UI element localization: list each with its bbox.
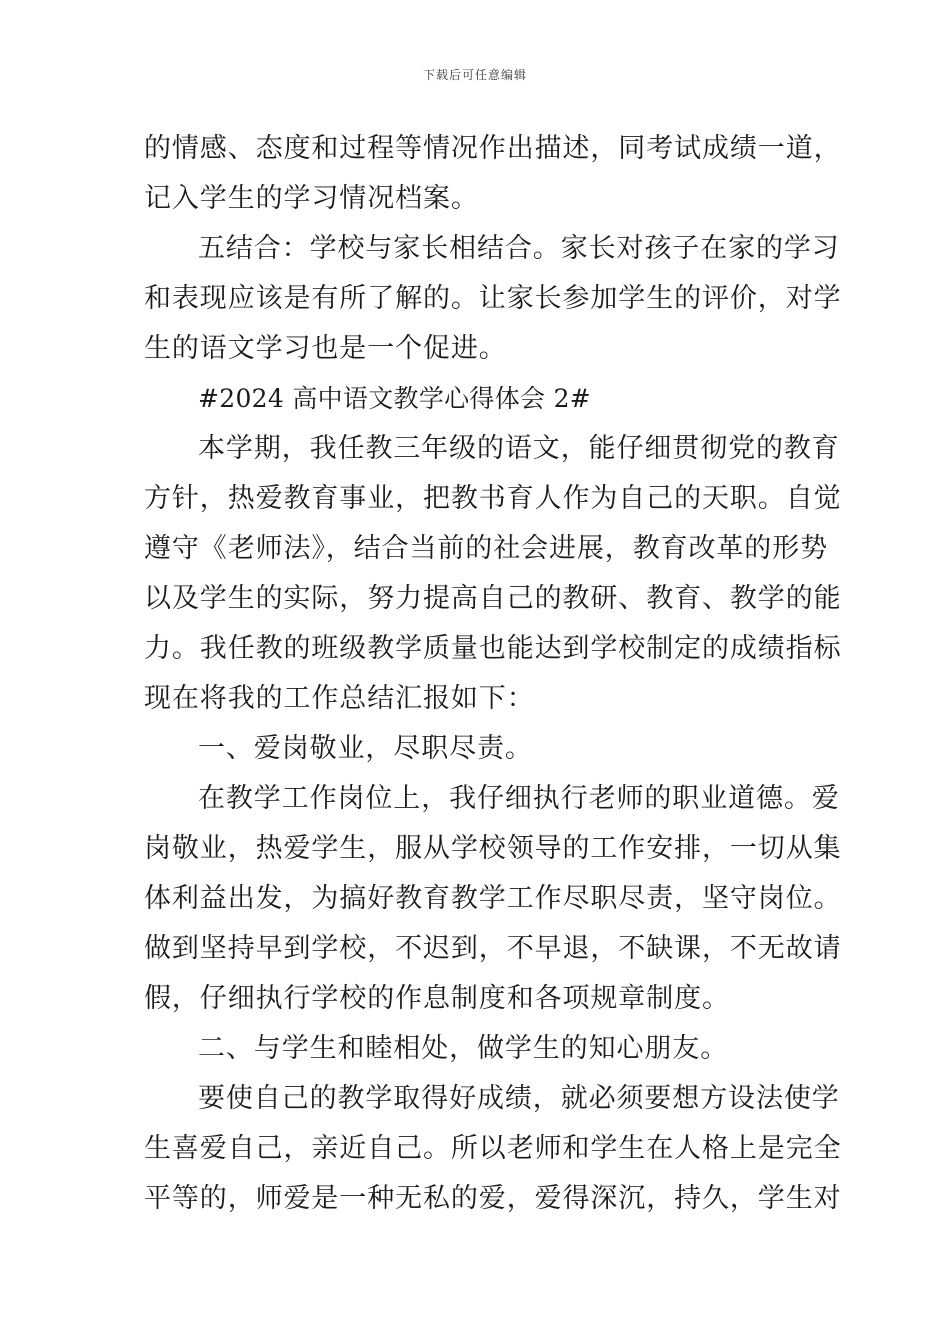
text-line: 以及学生的实际，努力提高自己的教研、教育、教学的能 xyxy=(144,583,842,614)
text-line: 的情感、态度和过程等情况作出描述，同考试成绩一道， xyxy=(144,133,842,164)
subsection-heading: 二、与学生和睦相处，做学生的知心朋友。 xyxy=(198,1033,729,1064)
text-line: 力。我任教的班级教学质量也能达到学校制定的成绩指标 xyxy=(144,633,842,664)
section-heading: #2024 高中语文教学心得体会 2# xyxy=(198,384,592,413)
text-line: 平等的，师爱是一种无私的爱，爱得深沉，持久，学生对 xyxy=(144,1183,842,1214)
subsection-heading: 一、爱岗敬业，尽职尽责。 xyxy=(198,733,533,764)
document-body xyxy=(144,124,842,1224)
text-line: 记入学生的学习情况档案。 xyxy=(144,183,479,214)
text-line: 在教学工作岗位上，我仔细执行老师的职业道德。爱 xyxy=(198,783,840,814)
text-line: 假，仔细执行学校的作息制度和各项规章制度。 xyxy=(144,983,730,1014)
text-line: 本学期，我任教三年级的语文，能仔细贯彻党的教育 xyxy=(198,433,840,464)
text-line: 生的语文学习也是一个促进。 xyxy=(144,333,507,364)
text-line: 和表现应该是有所了解的。让家长参加学生的评价，对学 xyxy=(144,283,842,314)
text-line: 现在将我的工作总结汇报如下： xyxy=(144,683,535,714)
text-line: 体利益出发，为搞好教育教学工作尽职尽责，坚守岗位。 xyxy=(144,883,842,914)
text-line: 方针，热爱教育事业，把教书育人作为自己的天职。自觉 xyxy=(144,483,842,514)
text-line: 要使自己的教学取得好成绩，就必须要想方设法使学 xyxy=(198,1083,840,1114)
text-line: 五结合：学校与家长相结合。家长对孩子在家的学习 xyxy=(198,233,840,264)
text-line: 岗敬业，热爱学生，服从学校领导的工作安排，一切从集 xyxy=(144,833,842,864)
text-line: 做到坚持早到学校，不迟到，不早退，不缺课，不无故请 xyxy=(144,933,842,964)
page-header: 下载后可任意编辑 xyxy=(422,68,527,82)
text-line: 遵守《老师法》，结合当前的社会进展，教育改革的形势 xyxy=(144,533,828,564)
text-line: 生喜爱自己，亲近自己。所以老师和学生在人格上是完全 xyxy=(144,1133,842,1164)
